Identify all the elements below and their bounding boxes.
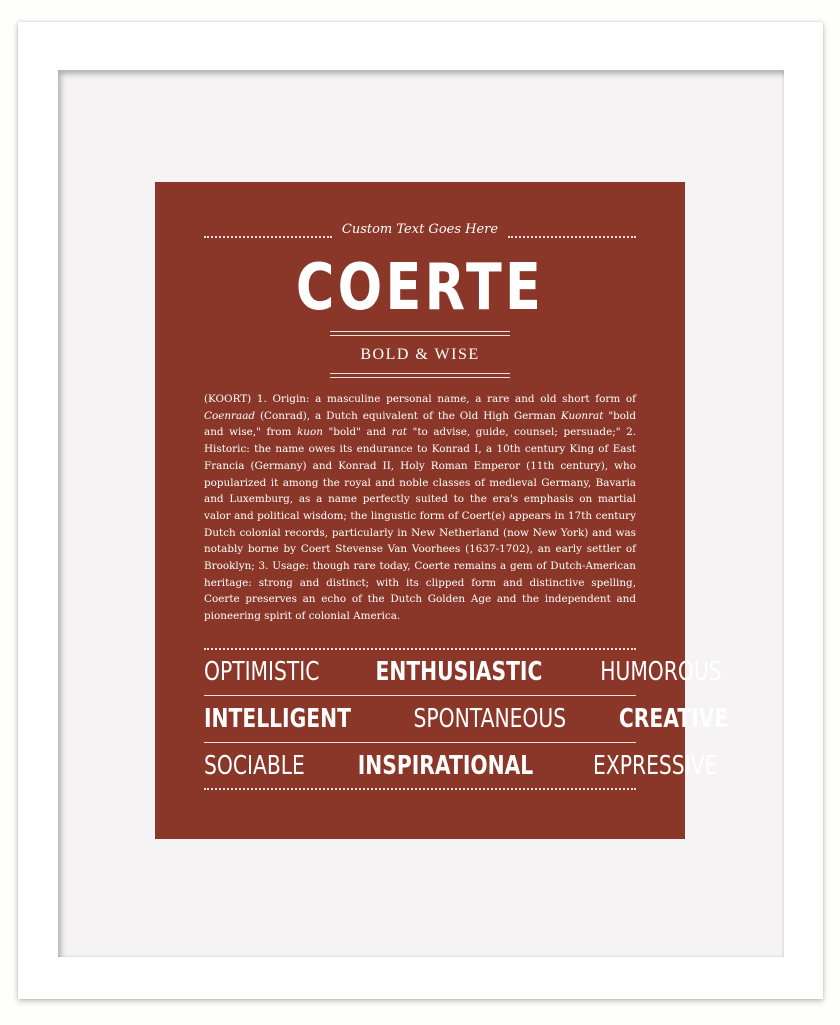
trait-word: INSPIRATIONAL [358,751,534,781]
name-definition: (KOORT) 1. Origin: a masculine personal name, a rare and old short form of Coenraad (Conrad), a Dutch equivalent of the Old High German Kuonrat "bold and wise," from kuon "bold" and rat "to advise, guide, counsel; persuade;" 2. Historic: the name owes its endurance to Konrad I, a 10th century King of East Francia (Germany) and Konrad II, Holy Roman Emperor (11th century), who popularized it among the royal and noble classes of medieval Germany, Bavaria and Luxemburg, as a name perfectly suited to the era's emphasis on martial valor and political wisdom; the lingustic form of Coert(e) appears in 17th century Dutch colonial records, particularly in New Netherland (now New York) and was notably borne by Coert Stevense Van Voorhees (1637-1702), an early settler of Brooklyn; 3. Usage: though rare today, Coerte remains a gem of Dutch-American heritage: strong and distinct; with its clipped form and distinctive spelling, Coerte preserves an echo of the Dutch Golden Age and the independent and pioneering spirit of colonial America. [204,393,637,623]
trait-word: HUMOROUS [600,657,722,687]
traits-row-2 [204,704,729,734]
rule-below-meaning [330,373,510,374]
traits-divider-1 [204,695,636,696]
rule-below-meaning-2 [330,377,510,378]
traits-row-3 [204,751,718,781]
trait-word: INTELLIGENT [204,704,351,734]
traits-row-1 [204,657,722,687]
name-print [155,182,729,839]
trait-word: CREATIVE [618,704,729,734]
picture-frame [18,22,823,999]
trait-word: EXPRESSIVE [593,751,718,781]
dotted-rule-traits-top [204,648,636,650]
trait-word: SOCIABLE [204,751,305,781]
traits-divider-2 [204,742,636,743]
dotted-rule-traits-bottom [204,788,636,790]
print-name-title: COERTE [295,251,545,325]
trait-word: SPONTANEOUS [413,704,567,734]
custom-tagline: Custom Text Goes Here [341,222,499,237]
rule-above-meaning-2 [330,335,510,336]
name-meaning: BOLD & WISE [360,346,480,363]
trait-word: OPTIMISTIC [204,657,320,687]
rule-above-meaning [330,331,510,332]
trait-word: ENTHUSIASTIC [375,657,543,687]
mat-board [58,70,784,957]
